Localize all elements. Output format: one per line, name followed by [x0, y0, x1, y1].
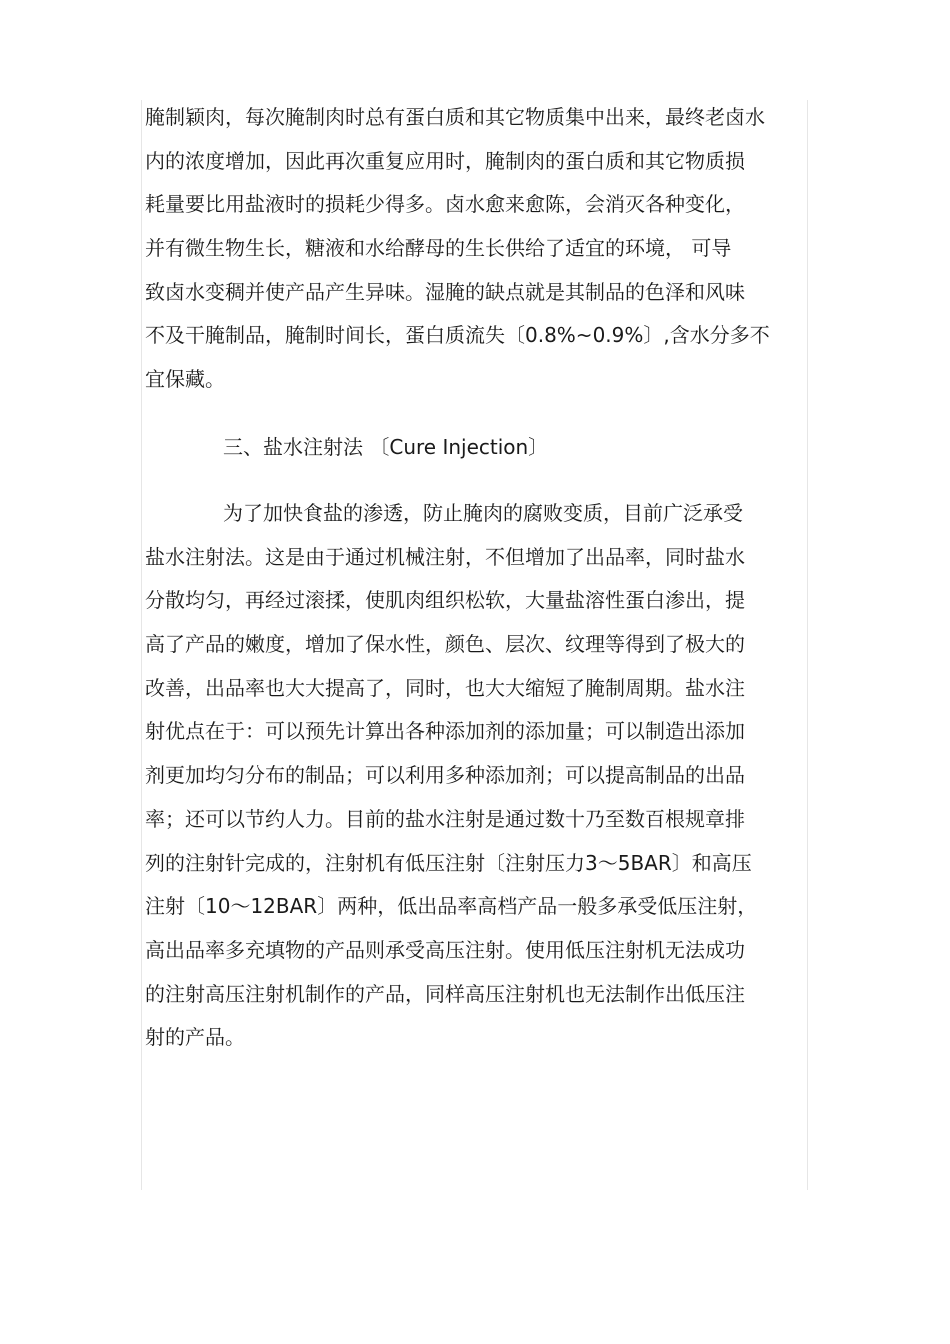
- paragraph-line: 为了加快食盐的渗透，防止腌肉的腐败变质，目前广泛承受: [223, 501, 743, 525]
- paragraph-line: 致卤水变稠并使产品产生异味。湿腌的缺点就是其制品的色泽和风味: [145, 279, 745, 304]
- paragraph-line: 的注射高压注射机制作的产品，同样高压注射机也无法制作出低压注: [145, 981, 745, 1006]
- paragraph-line: 率；还可以节约人力。目前的盐水注射是通过数十乃至数百根规章排: [145, 806, 745, 831]
- paragraph-line: 宜保藏。: [145, 367, 225, 392]
- paragraph-line: 并有微生物生长，糖液和水给酵母的生长供给了适宜的环境， 可导: [145, 236, 732, 261]
- paragraph-line: 内的浓度增加，因此再次重复应用时，腌制肉的蛋白质和其它物质损: [145, 148, 745, 173]
- paragraph-line: 改善，出品率也大大提高了，同时，也大大缩短了腌制周期。盐水注: [145, 675, 745, 700]
- paragraph-line: 不及干腌制品，腌制时间长，蛋白质流失〔0.8%~0.9%〕,含水分多不: [145, 323, 770, 348]
- paragraph-line: 剂更加均匀分布的制品；可以利用多种添加剂；可以提高制品的出品: [145, 763, 745, 788]
- paragraph-line: 高了产品的嫩度，增加了保水性，颜色、层次、纹理等得到了极大的: [145, 632, 745, 657]
- section-heading: 三、盐水注射法 〔Cure Injection〕: [223, 435, 549, 459]
- paragraph-line: 射优点在于：可以预先计算出各种添加剂的添加量；可以制造出添加: [145, 719, 745, 744]
- paragraph-brine-injection: [145, 492, 817, 1060]
- paragraph-line: 盐水注射法。这是由于通过机械注射，不但增加了出品率，同时盐水: [145, 544, 745, 569]
- paragraph-line: 射的产品。: [145, 1025, 245, 1050]
- section-heading-block: [145, 426, 817, 470]
- paragraph-line: 注射〔10～12BAR〕两种，低出品率高档产品一般多承受低压注射，: [145, 894, 758, 919]
- paragraph-line: 列的注射针完成的，注射机有低压注射〔注射压力3～5BAR〕和高压: [145, 850, 752, 875]
- paragraph-line: 耗量要比用盐液时的损耗少得多。卤水愈来愈陈，会消灭各种变化，: [145, 192, 745, 217]
- paragraph-line: 分散均匀，再经过滚揉，使肌肉组织松软，大量盐溶性蛋白渗出，提: [145, 588, 745, 613]
- paragraph-line: 腌制颖肉，每次腌制肉时总有蛋白质和其它物质集中出来，最终老卤水: [145, 105, 765, 129]
- paragraph-line: 高出品率多充填物的产品则承受高压注射。使用低压注射机无法成功: [145, 937, 745, 962]
- paragraph-wet-curing: [145, 96, 817, 402]
